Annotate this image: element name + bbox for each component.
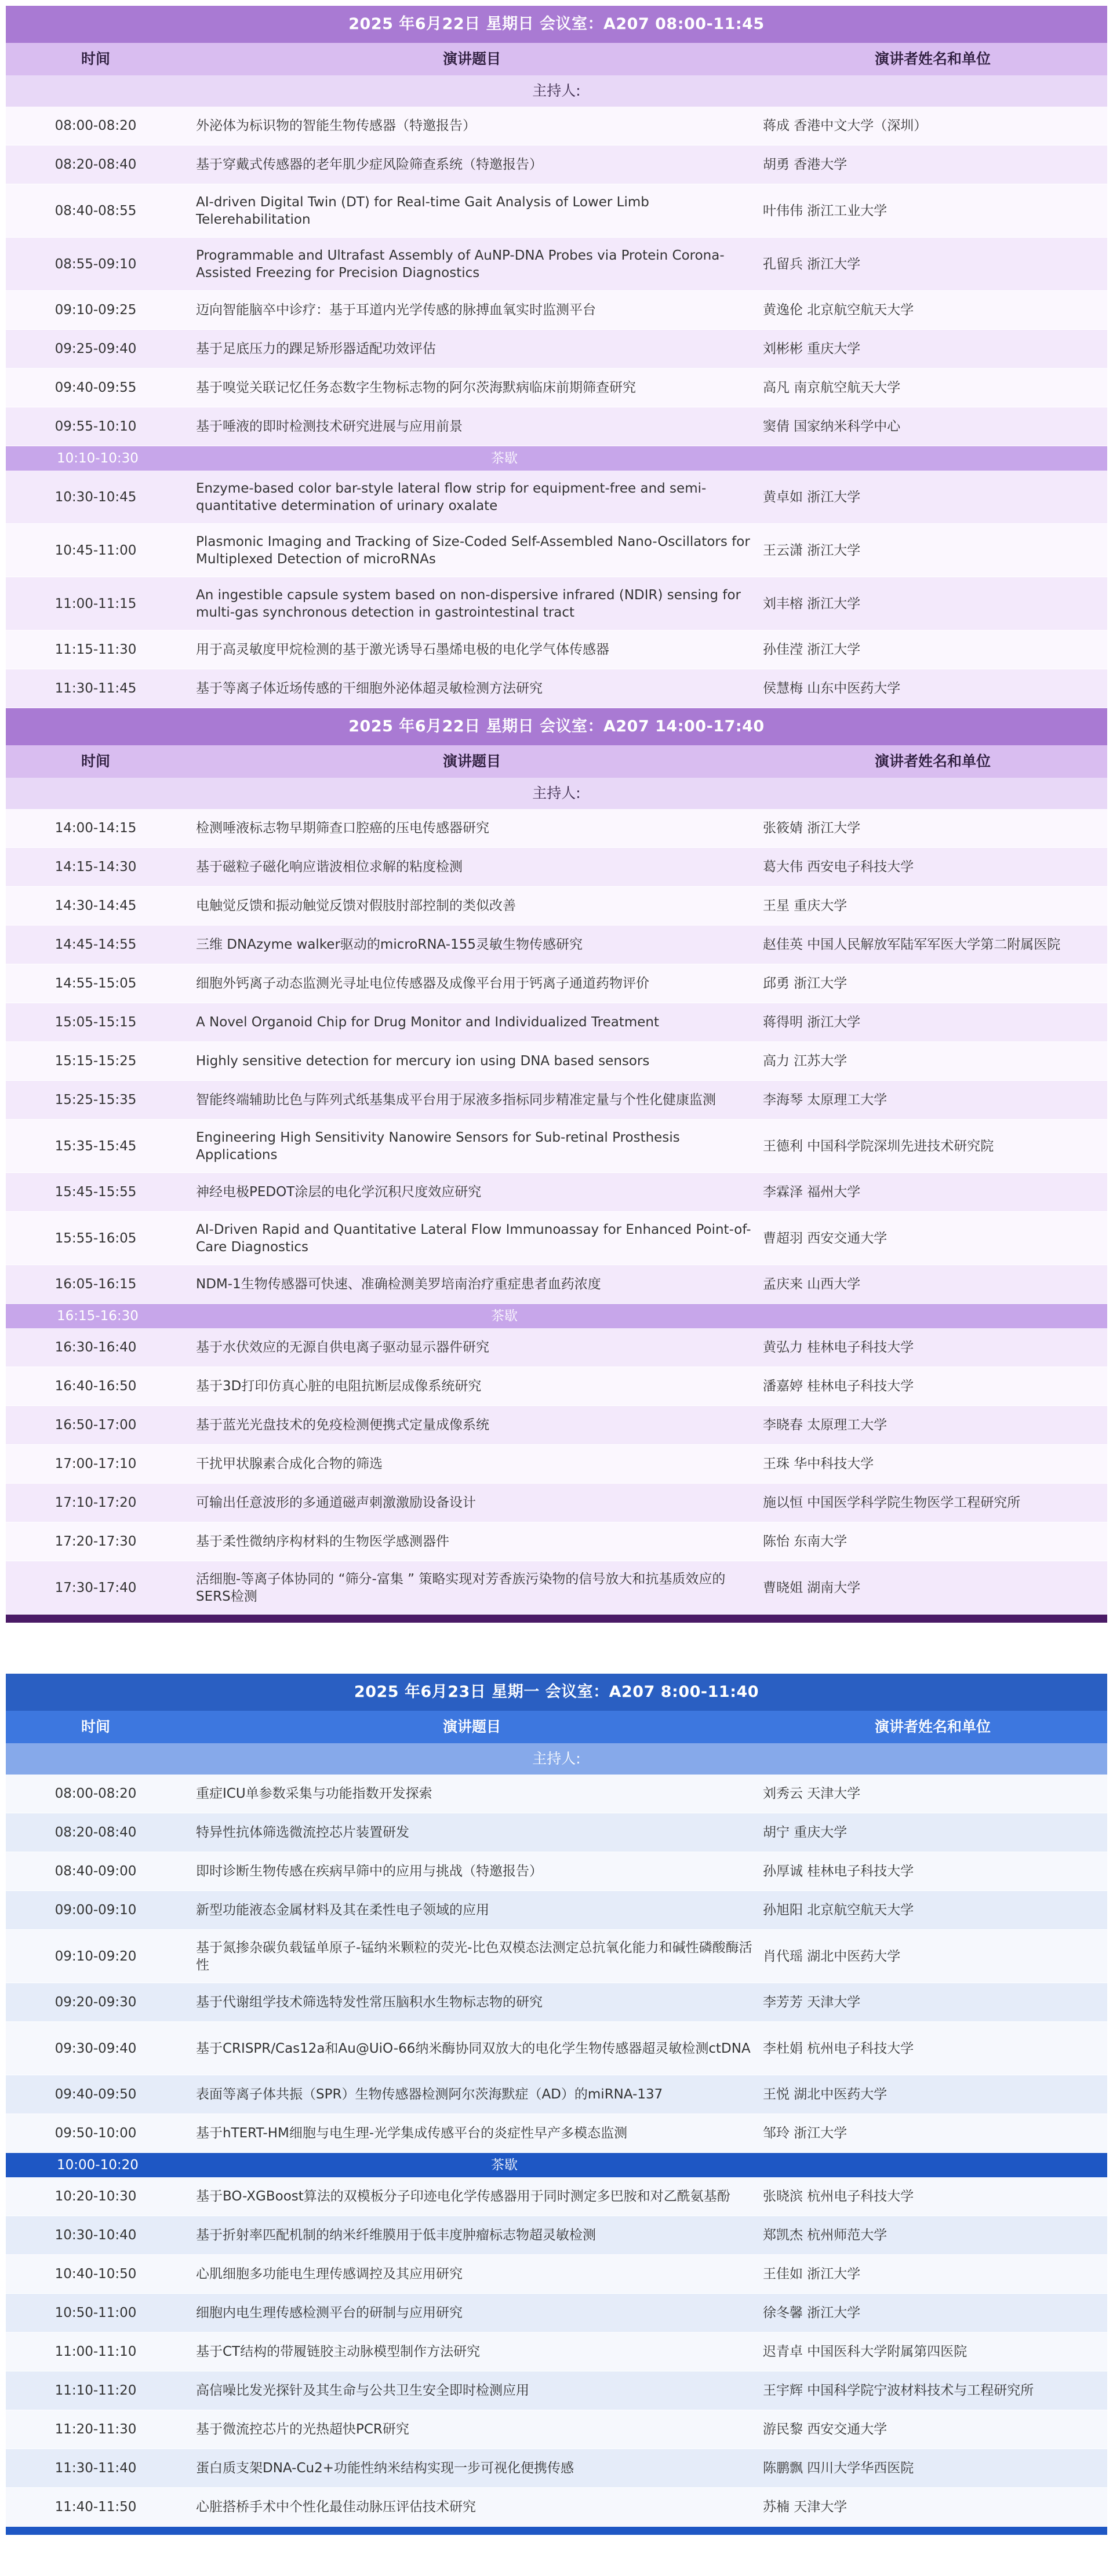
session-block — [6, 6, 1107, 708]
row-topic: 迈向智能脑卒中诊疗：基于耳道内光学传感的脉搏血氧实时监测平台 — [196, 303, 596, 318]
row-topic: AI-driven Digital Twin (DT) for Real-time Gait Analysis of Lower Limb Telerehabilitation — [196, 194, 649, 227]
row-time: 10:30-10:40 — [54, 2228, 137, 2243]
row-topic: 干扰甲状腺素合成化合物的筛选 — [196, 1456, 383, 1471]
row-speaker: 孟庆来 山西大学 — [763, 1277, 861, 1292]
row-time: 11:30-11:45 — [54, 681, 137, 696]
row-topic: 智能终端辅助比色与阵列式纸基集成平台用于尿液多指标同步精准定量与个性化健康监测 — [196, 1092, 716, 1107]
row-speaker: 迟青卓 中国医科大学附属第四医院 — [763, 2344, 967, 2359]
row-speaker: 邹玲 浙江大学 — [763, 2126, 848, 2141]
table-row — [6, 1813, 1107, 1852]
row-time: 11:15-11:30 — [54, 642, 137, 657]
row-speaker: 刘彬彬 重庆大学 — [763, 341, 861, 356]
table-row — [6, 2488, 1107, 2527]
row-topic: 基于微流控芯片的光热超快PCR研究 — [196, 2422, 409, 2437]
host-row: 主持人: — [6, 75, 1107, 107]
row-speaker: 孙旭阳 北京航空航天大学 — [763, 1903, 914, 1918]
row-time: 09:55-10:10 — [54, 419, 137, 434]
row-time: 16:30-16:40 — [54, 1340, 137, 1355]
table-row — [6, 1445, 1107, 1484]
header-time: 时间 — [81, 753, 110, 770]
row-time: 17:30-17:40 — [54, 1580, 137, 1595]
row-topic: 细胞外钙离子动态监测光寻址电位传感器及成像平台用于钙离子通道药物评价 — [196, 976, 649, 991]
row-time: 16:40-16:50 — [54, 1379, 137, 1394]
table-row — [6, 887, 1107, 926]
table-header — [6, 1711, 1107, 1743]
row-speaker: 高凡 南京航空航天大学 — [763, 380, 901, 395]
row-time: 11:10-11:20 — [54, 2383, 137, 2398]
row-topic: 基于柔性微纳序构材料的生物医学感测器件 — [196, 1534, 449, 1549]
row-speaker: 潘嘉婷 桂林电子科技大学 — [763, 1379, 914, 1394]
row-topic: 用于高灵敏度甲烷检测的基于激光诱导石墨烯电极的电化学气体传感器 — [196, 642, 609, 657]
table-row — [6, 407, 1107, 446]
row-topic: 特异性抗体筛选微流控芯片装置研发 — [196, 1825, 409, 1840]
table-row — [6, 369, 1107, 407]
row-speaker: 蒋成 香港中文大学（深圳） — [763, 118, 928, 133]
header-topic: 演讲题目 — [442, 50, 501, 67]
break-label: 茶歇 — [491, 2158, 518, 2173]
row-time: 08:40-08:55 — [54, 203, 137, 218]
table-row — [6, 107, 1107, 145]
table-row — [6, 809, 1107, 848]
table-row — [6, 1406, 1107, 1445]
row-speaker: 肖代瑶 湖北中医药大学 — [763, 1948, 901, 1964]
row-speaker: 赵佳英 中国人民解放军陆军军医大学第二附属医院 — [763, 937, 1061, 952]
row-topic: An ingestible capsule system based on non-dispersive infrared (NDIR) sensing for multi-gas synchronous detection in gastrointestinal tract — [196, 587, 741, 620]
table-header — [6, 43, 1107, 75]
row-speaker: 葛大伟 西安电子科技大学 — [763, 859, 914, 875]
table-row — [6, 2255, 1107, 2294]
row-topic: 基于代谢组学技术筛选特发性常压脑积水生物标志物的研究 — [196, 1995, 543, 2010]
break-time: 10:10-10:30 — [57, 451, 139, 466]
table-row — [6, 1522, 1107, 1561]
row-time: 11:30-11:40 — [54, 2461, 137, 2476]
host-row: 主持人: — [6, 1743, 1107, 1775]
row-speaker: 王悦 湖北中医药大学 — [763, 2087, 888, 2102]
row-time: 11:20-11:30 — [54, 2422, 137, 2437]
row-speaker: 李晓春 太原理工大学 — [763, 1418, 888, 1433]
row-time: 08:00-08:20 — [54, 118, 137, 133]
row-topic: NDM-1生物传感器可快速、准确检测美罗培南治疗重症患者血药浓度 — [196, 1277, 601, 1292]
header-time: 时间 — [81, 1718, 110, 1735]
row-time: 10:20-10:30 — [54, 2189, 137, 2204]
table-row — [6, 848, 1107, 887]
row-topic: 蛋白质支架DNA-Cu2+功能性纳米结构实现一步可视化便携传感 — [196, 2461, 574, 2476]
header-time: 时间 — [81, 50, 110, 67]
row-speaker: 张筱婧 浙江大学 — [763, 821, 861, 836]
table-row — [6, 2294, 1107, 2333]
row-topic: 基于BO-XGBoost算法的双模板分子印迹电化学传感器用于同时测定多巴胺和对乙酰氨基酚 — [196, 2189, 730, 2204]
row-topic: A Novel Organoid Chip for Drug Monitor and Individualized Treatment — [196, 1015, 660, 1030]
row-time: 10:50-11:00 — [54, 2305, 137, 2320]
header-topic: 演讲题目 — [442, 753, 501, 770]
row-speaker: 陈鹏飘 四川大学华西医院 — [763, 2461, 914, 2476]
row-time: 10:40-10:50 — [54, 2267, 137, 2282]
row-topic: Programmable and Ultrafast Assembly of AuNP-DNA Probes via Protein Corona-Assisted Freezing for Precision Diagnostics — [196, 247, 725, 280]
row-speaker: 孔留兵 浙江大学 — [763, 256, 861, 272]
row-topic: 基于唾液的即时检测技术研究进展与应用前景 — [196, 419, 463, 434]
table-row — [6, 471, 1107, 524]
table-row — [6, 1891, 1107, 1930]
row-time: 14:30-14:45 — [54, 898, 137, 913]
row-speaker: 孙厚诚 桂林电子科技大学 — [763, 1864, 914, 1879]
row-time: 15:35-15:45 — [54, 1138, 137, 1154]
row-topic: Highly sensitive detection for mercury ion using DNA based sensors — [196, 1054, 650, 1069]
table-row — [6, 1484, 1107, 1522]
row-speaker: 徐冬馨 浙江大学 — [763, 2305, 861, 2320]
table-row — [6, 2022, 1107, 2075]
row-topic: 基于蓝光光盘技术的免疫检测便携式定量成像系统 — [196, 1418, 489, 1433]
row-speaker: 李海琴 太原理工大学 — [763, 1092, 888, 1107]
row-speaker: 胡宁 重庆大学 — [763, 1825, 848, 1840]
header-speaker: 演讲者姓名和单位 — [874, 50, 991, 67]
row-speaker: 王珠 华中科技大学 — [763, 1456, 874, 1471]
table-row — [6, 2177, 1107, 2216]
row-speaker: 施以恒 中国医学科学院生物医学工程研究所 — [763, 1495, 1021, 1510]
row-topic: Engineering High Sensitivity Nanowire Sensors for Sub-retinal Prosthesis Applications — [196, 1129, 680, 1163]
row-speaker: 侯慧梅 山东中医药大学 — [763, 681, 901, 696]
row-topic: 新型功能液态金属材料及其在柔性电子领域的应用 — [196, 1903, 489, 1918]
row-time: 09:20-09:30 — [54, 1995, 137, 2010]
table-row — [6, 1775, 1107, 1813]
row-topic: 基于3D打印仿真心脏的电阻抗断层成像系统研究 — [196, 1379, 482, 1394]
row-topic: 基于CRISPR/Cas12a和Au@UiO-66纳米酶协同双放大的电化学生物传感器超灵敏检测ctDNA — [196, 2041, 751, 2056]
row-speaker: 刘秀云 天津大学 — [763, 1786, 861, 1801]
row-speaker: 黄逸伦 北京航空航天大学 — [763, 303, 914, 318]
table-row — [6, 1120, 1107, 1173]
table-row — [6, 1930, 1107, 1983]
row-speaker: 曹超羽 西安交通大学 — [763, 1230, 888, 1246]
row-speaker: 王德利 中国科学院深圳先进技术研究院 — [763, 1138, 994, 1154]
row-topic: AI-Driven Rapid and Quantitative Lateral Flow Immunoassay for Enhanced Point-of-Care Diagnostics — [196, 1222, 751, 1255]
row-topic: 基于hTERT-HM细胞与电生理-光学集成传感平台的炎症性早产多模态监测 — [196, 2126, 628, 2141]
row-time: 08:40-09:00 — [54, 1864, 137, 1879]
section-end-bar — [6, 2527, 1107, 2535]
row-topic: 基于嗅觉关联记忆任务态数字生物标志物的阿尔茨海默病临床前期筛查研究 — [196, 380, 636, 395]
row-time: 09:50-10:00 — [54, 2126, 137, 2141]
row-topic: 基于折射率匹配机制的纳米纤维膜用于低丰度肿瘤标志物超灵敏检测 — [196, 2228, 596, 2243]
break-time: 10:00-10:20 — [57, 2158, 139, 2173]
row-speaker: 邱勇 浙江大学 — [763, 976, 848, 991]
table-row — [6, 1852, 1107, 1891]
row-speaker: 苏楠 天津大学 — [763, 2500, 848, 2515]
row-speaker: 蒋得明 浙江大学 — [763, 1015, 861, 1030]
row-time: 11:40-11:50 — [54, 2500, 137, 2515]
row-topic: 神经电极PEDOT涂层的电化学沉积尺度效应研究 — [196, 1185, 482, 1200]
row-speaker: 张晓滨 杭州电子科技大学 — [763, 2189, 914, 2204]
row-topic: 基于磁粒子磁化响应谐波相位求解的粘度检测 — [196, 859, 463, 875]
row-time: 16:05-16:15 — [54, 1277, 137, 1292]
row-speaker: 王佳如 浙江大学 — [763, 2267, 861, 2282]
break-time: 16:15-16:30 — [57, 1309, 139, 1324]
table-row — [6, 669, 1107, 708]
row-time: 15:25-15:35 — [54, 1092, 137, 1107]
row-speaker: 胡勇 香港大学 — [763, 157, 848, 172]
row-time: 09:10-09:20 — [54, 1948, 137, 1964]
table-row — [6, 1042, 1107, 1081]
row-time: 14:55-15:05 — [54, 976, 137, 991]
row-time: 10:45-11:00 — [54, 542, 137, 558]
table-row — [6, 1265, 1107, 1304]
table-row — [6, 2333, 1107, 2371]
row-topic: 基于氮掺杂碳负载锰单原子-锰纳米颗粒的荧光-比色双模态法测定总抗氧化能力和碱性磷酸酶活性 — [196, 1940, 752, 1973]
row-topic: 活细胞-等离子体协同的 “筛分-富集 ” 策略实现对芳香族污染物的信号放大和抗基质效应的SERS检测 — [196, 1571, 726, 1604]
table-row — [6, 1173, 1107, 1212]
table-row — [6, 238, 1107, 291]
break-row — [6, 1304, 1107, 1328]
table-row — [6, 145, 1107, 184]
header-speaker: 演讲者姓名和单位 — [874, 1718, 991, 1735]
row-speaker: 郑凯杰 杭州师范大学 — [763, 2228, 888, 2243]
row-speaker: 黄弘力 桂林电子科技大学 — [763, 1340, 914, 1355]
row-topic: 基于CT结构的带履链胶主动脉模型制作方法研究 — [196, 2344, 481, 2359]
row-time: 09:25-09:40 — [54, 341, 137, 356]
row-time: 09:00-09:10 — [54, 1903, 137, 1918]
section-gap — [6, 1623, 1107, 1674]
table-body — [6, 809, 1107, 1615]
row-topic: 基于等离子体近场传感的干细胞外泌体超灵敏检测方法研究 — [196, 681, 543, 696]
row-time: 17:20-17:30 — [54, 1534, 137, 1549]
section-end-bar — [6, 1615, 1107, 1623]
row-time: 08:20-08:40 — [54, 157, 137, 172]
row-topic: 基于穿戴式传感器的老年肌少症风险筛查系统（特邀报告） — [196, 157, 543, 172]
row-time: 08:00-08:20 — [54, 1786, 137, 1801]
row-topic: 外泌体为标识物的智能生物传感器（特邀报告） — [196, 118, 476, 133]
row-time: 17:10-17:20 — [54, 1495, 137, 1510]
row-speaker: 王宇辉 中国科学院宁波材料技术与工程研究所 — [763, 2383, 1034, 2398]
break-row — [6, 2153, 1107, 2177]
row-topic: 检测唾液标志物早期筛查口腔癌的压电传感器研究 — [196, 821, 489, 836]
row-time: 15:05-15:15 — [54, 1015, 137, 1030]
row-time: 09:40-09:55 — [54, 380, 137, 395]
row-time: 14:00-14:15 — [54, 821, 137, 836]
row-time: 09:40-09:50 — [54, 2087, 137, 2102]
row-speaker: 窦倩 国家纳米科学中心 — [763, 419, 901, 434]
row-topic: 三维 DNAzyme walker驱动的microRNA-155灵敏生物传感研究 — [196, 937, 583, 952]
row-speaker: 孙佳滢 浙江大学 — [763, 642, 861, 657]
table-row — [6, 926, 1107, 964]
row-speaker: 王云潇 浙江大学 — [763, 542, 861, 558]
row-time: 15:55-16:05 — [54, 1230, 137, 1246]
table-body — [6, 1775, 1107, 2527]
row-speaker: 黄卓如 浙江大学 — [763, 489, 861, 505]
row-time: 14:45-14:55 — [54, 937, 137, 952]
table-row — [6, 330, 1107, 369]
row-time: 09:30-09:40 — [54, 2041, 137, 2056]
row-time: 11:00-11:15 — [54, 596, 137, 611]
row-topic: 高信噪比发光探针及其生命与公共卫生安全即时检测应用 — [196, 2383, 529, 2398]
row-speaker: 曹晓姐 湖南大学 — [763, 1580, 861, 1595]
table-row — [6, 631, 1107, 669]
row-time: 08:55-09:10 — [54, 256, 137, 272]
row-time: 16:50-17:00 — [54, 1418, 137, 1433]
table-header — [6, 745, 1107, 778]
row-topic: 重症ICU单参数采集与功能指数开发探索 — [196, 1786, 432, 1801]
row-time: 10:30-10:45 — [54, 489, 137, 505]
table-row — [6, 1328, 1107, 1367]
row-time: 08:20-08:40 — [54, 1825, 137, 1840]
row-topic: 细胞内电生理传感检测平台的研制与应用研究 — [196, 2305, 463, 2320]
row-topic: 电触觉反馈和振动触觉反馈对假肢肘部控制的类似改善 — [196, 898, 516, 913]
table-row — [6, 1561, 1107, 1615]
table-row — [6, 964, 1107, 1003]
row-topic: 即时诊断生物传感在疾病早筛中的应用与挑战（特邀报告） — [196, 1864, 543, 1879]
schedule-page — [6, 0, 1107, 2535]
row-speaker: 高力 江苏大学 — [763, 1054, 848, 1069]
row-topic: Plasmonic Imaging and Tracking of Size-Coded Self-Assembled Nano-Oscillators for Multiplexed Detection of microRNAs — [196, 534, 750, 567]
row-speaker: 李芳芳 天津大学 — [763, 1995, 861, 2010]
row-time: 09:10-09:25 — [54, 303, 137, 318]
row-speaker: 刘丰榕 浙江大学 — [763, 596, 861, 611]
table-row — [6, 2114, 1107, 2153]
row-time: 15:45-15:55 — [54, 1185, 137, 1200]
table-row — [6, 184, 1107, 238]
row-topic: 基于足底压力的踝足矫形器适配功效评估 — [196, 341, 436, 356]
row-time: 15:15-15:25 — [54, 1054, 137, 1069]
table-row — [6, 1212, 1107, 1265]
table-row — [6, 1003, 1107, 1042]
row-speaker: 游民黎 西安交通大学 — [763, 2422, 888, 2437]
table-row — [6, 2410, 1107, 2449]
table-row — [6, 2449, 1107, 2488]
table-row — [6, 291, 1107, 330]
table-row — [6, 1367, 1107, 1406]
header-speaker: 演讲者姓名和单位 — [874, 753, 991, 770]
break-row — [6, 446, 1107, 471]
table-row — [6, 2371, 1107, 2410]
row-topic: 基于水伏效应的无源自供电离子驱动显示器件研究 — [196, 1340, 489, 1355]
session-block — [6, 1674, 1107, 2535]
row-time: 14:15-14:30 — [54, 859, 137, 875]
row-speaker: 王星 重庆大学 — [763, 898, 848, 913]
table-row — [6, 524, 1107, 577]
row-topic: 心脏搭桥手术中个性化最佳动脉压评估技术研究 — [196, 2500, 476, 2515]
break-label: 茶歇 — [491, 451, 518, 466]
header-topic: 演讲题目 — [442, 1718, 501, 1735]
break-label: 茶歇 — [491, 1309, 518, 1324]
table-body — [6, 107, 1107, 708]
table-row — [6, 1081, 1107, 1120]
row-speaker: 李霖泽 福州大学 — [763, 1185, 861, 1200]
host-row: 主持人: — [6, 778, 1107, 809]
session-block — [6, 708, 1107, 1623]
session-title: 2025 年6月22日 星期日 会议室：A207 08:00-11:45 — [6, 6, 1107, 43]
session-title: 2025 年6月23日 星期一 会议室：A207 8:00-11:40 — [6, 1674, 1107, 1711]
row-topic: 表面等离子体共振（SPR）生物传感器检测阿尔茨海默症（AD）的miRNA-137 — [196, 2087, 663, 2102]
table-row — [6, 1983, 1107, 2022]
row-speaker: 陈怡 东南大学 — [763, 1534, 848, 1549]
row-speaker: 叶伟伟 浙江工业大学 — [763, 203, 888, 218]
table-row — [6, 2216, 1107, 2255]
table-row — [6, 577, 1107, 631]
row-time: 11:00-11:10 — [54, 2344, 137, 2359]
row-speaker: 李杜娟 杭州电子科技大学 — [763, 2041, 914, 2056]
row-topic: 心肌细胞多功能电生理传感调控及其应用研究 — [196, 2267, 463, 2282]
row-topic: Enzyme-based color bar-style lateral flow strip for equipment-free and semi-quantitative determination of urinary oxalate — [196, 480, 707, 513]
table-row — [6, 2075, 1107, 2114]
row-topic: 可输出任意波形的多通道磁声刺激激励设备设计 — [196, 1495, 476, 1510]
session-title: 2025 年6月22日 星期日 会议室：A207 14:00-17:40 — [6, 708, 1107, 745]
row-time: 17:00-17:10 — [54, 1456, 137, 1471]
